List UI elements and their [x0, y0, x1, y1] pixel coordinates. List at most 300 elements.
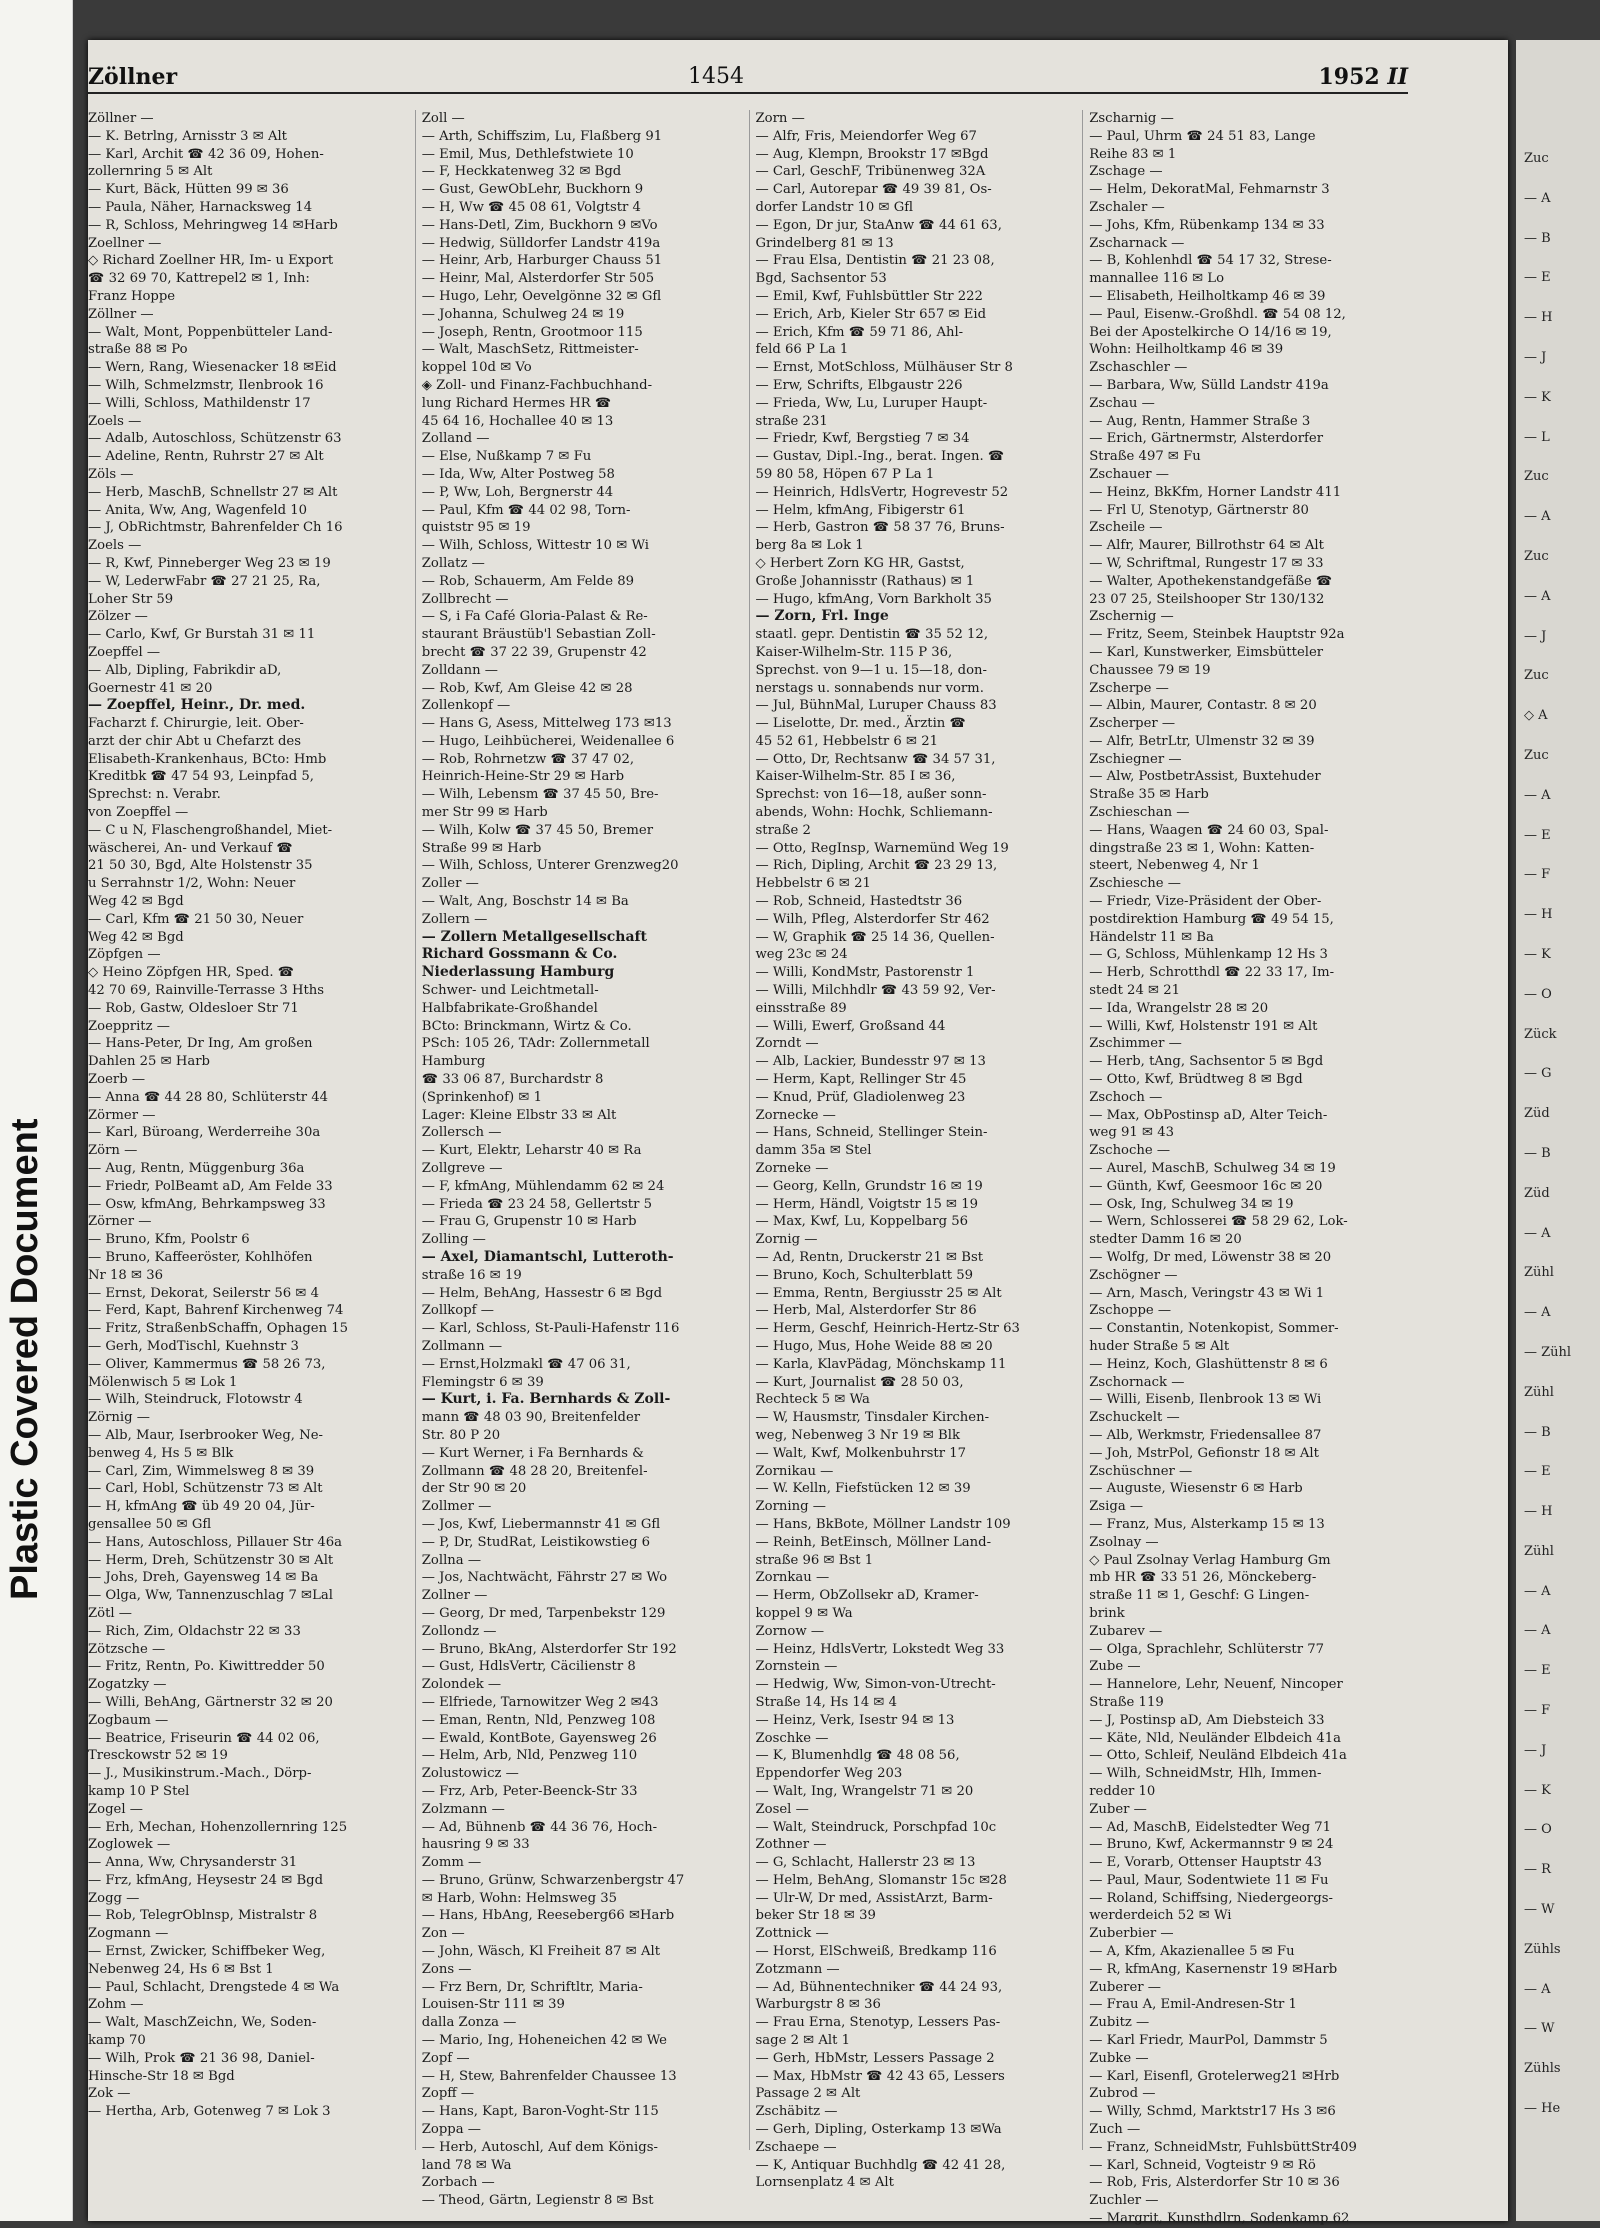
entry-line: — Käte, Nld, Neuländer Elbdeich 41a — [1089, 1730, 1342, 1746]
entry-line: Zolzmann — — [421, 1801, 505, 1817]
entry-line: straße 231 — [755, 413, 828, 429]
entry-line: — Beatrice, Friseurin ☎ 44 02 06, — [88, 1730, 320, 1746]
adjacent-page-fragment: — A — [1524, 1305, 1551, 1321]
entry-line: Zölzer — — [88, 609, 148, 625]
entry-line: — Wilh, Schloss, Unterer Grenzweg20 — [421, 858, 679, 874]
entry-line: — Herm, ObZollsekr aD, Kramer- — [755, 1588, 979, 1604]
entry-line: — Karl, Eisenfl, Grotelerweg21 ✉Hrb — [1089, 2068, 1340, 2084]
entry-line: brecht ☎ 37 22 39, Grupenstr 42 — [421, 644, 647, 660]
entry-line: ☎ 33 06 87, Burchardstr 8 — [421, 1072, 604, 1088]
entry-line: — Osw, kfmAng, Behrkampsweg 33 — [88, 1196, 326, 1212]
entry-line: — Joh, MstrPol, Gefionstr 18 ✉ Alt — [1089, 1445, 1319, 1461]
entry-line: nerstags u. sonnabends nur vorm. — [755, 680, 984, 696]
adjacent-page-fragment: — H — [1524, 310, 1553, 326]
entry-line: — Alb, Lackier, Bundesstr 97 ✉ 13 — [755, 1054, 986, 1070]
entry-line: Zschauer — — [1089, 466, 1169, 482]
entry-line: — Willi, Eisenb, Ilenbrook 13 ✉ Wi — [1089, 1392, 1322, 1408]
entry-line: Zothner — — [755, 1837, 827, 1853]
entry-line: — Kurt, Bäck, Hütten 99 ✉ 36 — [88, 182, 289, 198]
entry-line: Zscharnig — — [1089, 111, 1174, 126]
entry-line: — Egon, Dr jur, StaAnw ☎ 44 61 63, — [755, 217, 1002, 233]
entry-line: — Walt, Ing, Wrangelstr 71 ✉ 20 — [755, 1783, 974, 1799]
entry-line: — Ad, Rentn, Druckerstr 21 ✉ Bst — [755, 1250, 984, 1265]
entry-line: Zollatz — — [421, 555, 485, 571]
entry-line: hausring 9 ✉ 33 — [421, 1837, 530, 1853]
entry-line: — Frau A, Emil-Andresen-Str 1 — [1089, 1997, 1297, 2013]
entry-line: (Sprinkenhof) ✉ 1 — [421, 1089, 542, 1105]
entry-line: — Rob, Schneid, Hastedtstr 36 — [755, 894, 963, 910]
entry-line: — Carlo, Kwf, Gr Burstah 31 ✉ 11 — [88, 627, 316, 643]
entry-line: — Arn, Masch, Veringstr 43 ✉ Wi 1 — [1089, 1285, 1325, 1301]
adjacent-page-fragment: — A — [1524, 1225, 1551, 1241]
entry-line: damm 35a ✉ Stel — [755, 1143, 872, 1159]
entry-line: — K. Betrlng, Arnisstr 3 ✉ Alt — [88, 128, 287, 144]
entry-column-3 — [749, 110, 1075, 2191]
entry-line: — Hans, BkBote, Möllner Landstr 109 — [755, 1516, 1011, 1532]
entry-line: — Hans, Autoschloss, Pillauer Str 46a — [88, 1534, 343, 1550]
entry-line: Zosel — — [755, 1801, 809, 1817]
entry-line: — Max, HbMstr ☎ 42 43 65, Lessers — [755, 2068, 1005, 2084]
entry-line: — Karl, Archit ☎ 42 36 09, Hohen- — [88, 146, 324, 162]
entry-line: Grindelberg 81 ✉ 13 — [755, 235, 894, 251]
entry-line: — Carl, Autorepar ☎ 49 39 81, Os- — [755, 182, 992, 198]
entry-line: von Zoepffel — — [88, 805, 189, 821]
entry-line: — Hans, Schneid, Stellinger Stein- — [755, 1125, 988, 1141]
entry-line: — Franz, SchneidMstr, FuhlsbüttStr409 — [1089, 2139, 1357, 2155]
entry-line: — Rich, Dipling, Archit ☎ 23 29 13, — [755, 858, 998, 874]
entry-line: Loher Str 59 — [88, 591, 174, 607]
entry-line: Zuberbier — — [1089, 1926, 1174, 1942]
entry-line: Zoeppritz — — [88, 1018, 170, 1034]
entry-line: — Rob, Kwf, Am Gleise 42 ✉ 28 — [421, 680, 633, 696]
entry-line: — Willi, Milchhdlr ☎ 43 59 92, Ver- — [755, 983, 996, 999]
entry-line: — Ernst, Zwicker, Schiffbeker Weg, — [88, 1944, 326, 1960]
adjacent-page-fragment: — J — [1524, 1742, 1547, 1758]
entry-line: der Str 90 ✉ 20 — [421, 1481, 527, 1497]
entry-line: Zollmann — — [421, 1338, 503, 1354]
entry-line: 42 70 69, Rainville-Terrasse 3 Hths — [88, 983, 325, 999]
entry-line: Zoels — — [88, 413, 142, 429]
entry-line: — Johs, Kfm, Rübenkamp 134 ✉ 33 — [1089, 217, 1325, 233]
entry-line: Zolland — — [421, 431, 490, 447]
entry-line: — W, Graphik ☎ 25 14 36, Quellen- — [755, 929, 995, 945]
entry-line: — Hertha, Arb, Gotenweg 7 ✉ Lok 3 — [88, 2104, 331, 2120]
adjacent-page-fragment: — F — [1524, 1703, 1551, 1719]
entry-line: — Willi, Ewerf, Großsand 44 — [755, 1018, 946, 1034]
entry-line: — Herm, Händl, Voigtstr 15 ✉ 19 — [755, 1196, 979, 1212]
entry-line: — Bruno, Kaffeeröster, Kohlhöfen — [88, 1250, 313, 1265]
entry-line: Elisabeth-Krankenhaus, BCto: Hmb — [88, 751, 327, 767]
entry-line: — Bruno, Grünw, Schwarzenbergstr 47 — [421, 1872, 685, 1888]
entry-line: kamp 10 P Stel — [88, 1783, 190, 1799]
entry-line: — J., Musikinstrum.-Mach., Dörp- — [88, 1766, 312, 1782]
entry-line: Händelstr 11 ✉ Ba — [1089, 929, 1214, 945]
adjacent-page-fragment: — J — [1524, 628, 1547, 644]
entry-line: Zolldann — — [421, 662, 498, 678]
entry-line: Zornow — — [755, 1623, 825, 1639]
entry-line: — Rob, Fris, Alsterdorfer Str 10 ✉ 36 — [1089, 2175, 1340, 2191]
entry-line: — Rob, TelegrOblnsp, Mistralstr 8 — [88, 1908, 318, 1924]
entry-line: — Wilh, Schmelzmstr, Ilenbrook 16 — [88, 377, 324, 393]
entry-line: — J, Postinsp aD, Am Diebsteich 33 — [1089, 1712, 1325, 1728]
entry-line: — Elisabeth, Heilholtkamp 46 ✉ 39 — [1089, 288, 1326, 304]
entry-line: weg 91 ✉ 43 — [1089, 1125, 1174, 1141]
entry-line: Zoepffel — — [88, 644, 161, 660]
adjacent-page-fragment: — W — [1524, 2021, 1555, 2037]
entry-line: — Wern, Schlosserei ☎ 58 29 62, Lok- — [1089, 1214, 1348, 1230]
entry-line: Zollern — — [421, 911, 488, 927]
entry-line: — Wilh, Pfleg, Alsterdorfer Str 462 — [755, 911, 990, 927]
entry-line: — Alfr, Maurer, Billrothstr 64 ✉ Alt — [1089, 538, 1324, 554]
entry-line: Zogatzky — — [88, 1677, 167, 1693]
entry-line: quiststr 95 ✉ 19 — [421, 520, 531, 536]
entry-line: Eppendorfer Weg 203 — [755, 1766, 903, 1782]
entry-line: ☎ 32 69 70, Kattrepel2 ✉ 1, Inh: — [88, 271, 310, 287]
entry-line: Zöllner — — [88, 111, 154, 126]
entry-line: — Eman, Rentn, Nld, Penzweg 108 — [421, 1712, 656, 1728]
entry-line: — Osk, Ing, Schulweg 34 ✉ 19 — [1089, 1196, 1294, 1212]
entry-line: weg, Nebenweg 3 Nr 19 ✉ Blk — [755, 1427, 960, 1443]
entry-line: Zschaschler — — [1089, 360, 1188, 376]
adjacent-page-fragment: Zühls — [1524, 2061, 1561, 2077]
entry-line: Zschornack — — [1089, 1374, 1185, 1390]
entry-line: huder Straße 5 ✉ Alt — [1089, 1338, 1230, 1354]
entry-line: — G, Schlacht, Hallerstr 23 ✉ 13 — [755, 1855, 976, 1871]
entry-line: — Alb, Maur, Iserbrooker Weg, Ne- — [88, 1427, 323, 1443]
entry-line: — K, Antiquar Buchhdlg ☎ 42 41 28, — [755, 2157, 1006, 2173]
entry-line: — Constantin, Notenkopist, Sommer- — [1089, 1321, 1339, 1337]
entry-line: — Wilh, Lebensm ☎ 37 45 50, Bre- — [421, 787, 659, 803]
entry-line: koppel 9 ✉ Wa — [755, 1605, 853, 1621]
entry-line: Zöls — — [88, 466, 134, 482]
entry-line: — Herb, tAng, Sachsentor 5 ✉ Bgd — [1089, 1054, 1324, 1070]
entry-line: — F, kfmAng, Mühlendamm 62 ✉ 24 — [421, 1178, 665, 1194]
entry-line: — Fritz, StraßenbSchaffn, Ophagen 15 — [88, 1321, 349, 1337]
adjacent-page-fragment: Zuc — [1524, 548, 1549, 564]
entry-line: straße 16 ✉ 19 — [421, 1267, 522, 1283]
entry-line: — Anita, Ww, Ang, Wagenfeld 10 — [88, 502, 307, 518]
entry-line: — Heinrich, HdlsVertr, Hogrevestr 52 — [755, 484, 1009, 500]
entry-line: — E, Vorarb, Ottenser Hauptstr 43 — [1089, 1855, 1322, 1871]
entry-line: feld 66 P La 1 — [755, 342, 849, 358]
entry-line: berg 8a ✉ Lok 1 — [755, 538, 864, 554]
entry-column-1 — [88, 110, 407, 2150]
entry-line: mb HR ☎ 33 51 26, Mönckeberg- — [1089, 1570, 1317, 1586]
entry-line: staatl. gepr. Dentistin ☎ 35 52 12, — [755, 627, 989, 643]
entry-line: 21 50 30, Bgd, Alte Holstenstr 35 — [88, 858, 313, 874]
entry-line: — Rob, Gastw, Oldesloer Str 71 — [88, 1000, 299, 1016]
entry-line: — Aug, Klempn, Brookstr 17 ✉Bgd — [755, 146, 989, 162]
entry-line: — Alfr, Fris, Meiendorfer Weg 67 — [755, 128, 977, 144]
entry-line: — Georg, Dr med, Tarpenbekstr 129 — [421, 1605, 666, 1621]
entry-line: Louisen-Str 111 ✉ 39 — [421, 1997, 565, 2013]
entry-line: — H, Ww ☎ 45 08 61, Volgtstr 4 — [421, 199, 641, 215]
entry-line: Zolustowicz — — [421, 1766, 519, 1782]
entry-line: — R, Kwf, Pinneberger Weg 23 ✉ 19 — [88, 555, 331, 571]
entry-line: — Erw, Schrifts, Elbgaustr 226 — [755, 377, 963, 393]
entry-line: — Bruno, Kwf, Ackermannstr 9 ✉ 24 — [1089, 1837, 1334, 1853]
entry-line: — Gerh, ModTischl, Kuehnstr 3 — [88, 1338, 299, 1354]
entry-line: Zschaler — — [1089, 199, 1165, 215]
entry-line: — Jos, Kwf, Liebermannstr 41 ✉ Gfl — [421, 1516, 661, 1532]
entry-column-4 — [1082, 110, 1408, 2227]
entry-line: Zollna — — [421, 1552, 482, 1568]
entry-line: Zoller — — [421, 876, 479, 892]
entry-line: — Karl, Schloss, St-Pauli-Hafenstr 116 — [421, 1321, 680, 1337]
entry-line: weg 23c ✉ 24 — [755, 947, 848, 963]
entry-line: — Frz, kfmAng, Heysestr 24 ✉ Bgd — [88, 1872, 324, 1888]
entry-line: Lornsenplatz 4 ✉ Alt — [755, 2175, 894, 2191]
entry-line: Zon — — [421, 1926, 465, 1942]
entry-line: 45 52 61, Hebbelstr 6 ✉ 21 — [755, 733, 938, 749]
entry-line: — Wilh, SchneidMstr, Hlh, Immen- — [1089, 1766, 1322, 1782]
entry-line: kamp 70 — [88, 2033, 146, 2049]
adjacent-page-fragment: — E — [1524, 1663, 1551, 1679]
entry-line: — Erich, Arb, Kieler Str 657 ✉ Eid — [755, 306, 987, 322]
entry-line: — Herb, Autoschl, Auf dem Königs- — [421, 2139, 658, 2155]
entry-line: — Herm, Kapt, Rellinger Str 45 — [755, 1072, 967, 1088]
entry-line: — Carl, Hobl, Schützenstr 73 ✉ Alt — [88, 1481, 323, 1497]
entry-line: Reihe 83 ✉ 1 — [1089, 146, 1177, 162]
entry-line: — W, Hausmstr, Tinsdaler Kirchen- — [755, 1410, 990, 1426]
entry-line: Zöllner — — [88, 306, 154, 322]
adjacent-page-fragment: — A — [1524, 787, 1551, 803]
entry-line: zollernring 5 ✉ Alt — [88, 164, 213, 180]
adjacent-page-fragment: Zück — [1524, 1026, 1557, 1042]
entry-line: Zscharnack — — [1089, 235, 1185, 251]
entry-line: — Helm, DekoratMal, Fehmarnstr 3 — [1089, 182, 1330, 198]
adjacent-page-fragment: — He — [1524, 2101, 1561, 2117]
entry-line: — Gustav, Dipl.-Ing., berat. Ingen. ☎ — [755, 449, 1005, 465]
entry-line: land 78 ✉ Wa — [421, 2157, 512, 2173]
entry-line: Zornstein — — [755, 1659, 838, 1675]
entry-line: — Bruno, Koch, Schulterblatt 59 — [755, 1267, 974, 1283]
entry-line: wäscherei, An- und Verkauf ☎ — [88, 840, 293, 856]
entry-line: — Kurt Werner, i Fa Bernhards & — [421, 1445, 644, 1461]
entry-line: dorfer Landstr 10 ✉ Gfl — [755, 199, 914, 215]
entry-line: — Alb, Werkmstr, Friedensallee 87 — [1089, 1427, 1322, 1443]
entry-line: Zscherper — — [1089, 716, 1176, 732]
entry-line: — Helm, BehAng, Hassestr 6 ✉ Bgd — [421, 1285, 663, 1301]
entry-line: — Johanna, Schulweg 24 ✉ 19 — [421, 306, 625, 322]
adjacent-page-fragment: — R — [1524, 1862, 1551, 1878]
entry-line: Große Johannisstr (Rathaus) ✉ 1 — [755, 573, 975, 589]
entry-line: — Walter, Apothekenstandgefäße ☎ — [1089, 573, 1333, 589]
entry-line: — Friedr, Vize-Präsident der Ober- — [1089, 894, 1322, 910]
entry-line: — H, kfmAng ☎ üb 49 20 04, Jür- — [88, 1499, 315, 1515]
entry-line: — Erich, Kfm ☎ 59 71 86, Ahl- — [755, 324, 964, 340]
entry-line: — Wolfg, Dr med, Löwenstr 38 ✉ 20 — [1089, 1250, 1332, 1265]
entry-line: beker Str 18 ✉ 39 — [755, 1908, 876, 1924]
entry-line: abends, Wohn: Hochk, Schliemann- — [755, 805, 993, 821]
entry-line: 59 80 58, Höpen 67 P La 1 — [755, 466, 935, 482]
entry-line: — Emma, Rentn, Bergiusstr 25 ✉ Alt — [755, 1285, 1002, 1301]
entry-line: — Emil, Kwf, Fuhlsbüttler Str 222 — [755, 288, 983, 304]
entry-line: — P, Dr, StudRat, Leistikowstieg 6 — [421, 1534, 650, 1550]
entry-line: — Karl, Büroang, Werderreihe 30a — [88, 1125, 321, 1141]
entry-line: Bgd, Sachsentor 53 — [755, 271, 887, 287]
entry-line: Sprechst: n. Verabr. — [88, 787, 221, 803]
entry-line: — Adeline, Rentn, Ruhrstr 27 ✉ Alt — [88, 449, 324, 465]
entry-line: — Alb, Dipling, Fabrikdir aD, — [88, 662, 282, 678]
adjacent-page-fragment: — K — [1524, 389, 1551, 405]
entry-line: — W, Schriftmal, Rungestr 17 ✉ 33 — [1089, 555, 1324, 571]
entry-line: — Helm, Arb, Nld, Penzweg 110 — [421, 1748, 638, 1764]
entry-line: — Frieda, Ww, Lu, Luruper Haupt- — [755, 395, 988, 411]
entry-line: Zschoche — — [1089, 1143, 1171, 1159]
entry-line: Zopf — — [421, 2050, 470, 2066]
entry-line: Richard Gossmann & Co. — [421, 946, 618, 963]
adjacent-page-fragment: Züd — [1524, 1185, 1550, 1201]
entry-line: — Bruno, BkAng, Alsterdorfer Str 192 — [421, 1641, 677, 1657]
adjacent-page-fragment: Zühl — [1524, 1543, 1554, 1559]
entry-line: Zohm — — [88, 1997, 144, 2013]
entry-line: — Otto, Kwf, Brüdtweg 8 ✉ Bgd — [1089, 1072, 1303, 1088]
entry-line: — Hannelore, Lehr, Neuenf, Nincoper — [1089, 1677, 1343, 1693]
entry-line: — Fritz, Rentn, Po. Kiwittredder 50 — [88, 1659, 325, 1675]
entry-line: — Frl U, Stenotyp, Gärtnerstr 80 — [1089, 502, 1309, 518]
entry-line: Weg 42 ✉ Bgd — [88, 929, 184, 945]
entry-line: Zollersch — — [421, 1125, 502, 1141]
entry-line: — Joseph, Rentn, Grootmoor 115 — [421, 324, 643, 340]
header-year — [1319, 64, 1409, 90]
entry-line: — R, kfmAng, Kasernenstr 19 ✉Harb — [1089, 1961, 1338, 1977]
entry-line: Wohn: Heilholtkamp 46 ✉ 39 — [1089, 342, 1284, 358]
adjacent-page-fragment: — B — [1524, 1424, 1551, 1440]
entry-line: — Hans, Waagen ☎ 24 60 03, Spal- — [1089, 822, 1329, 838]
entry-line: — Auguste, Wiesenstr 6 ✉ Harb — [1089, 1481, 1303, 1497]
entry-line: — W, LederwFabr ☎ 27 21 25, Ra, — [88, 573, 321, 589]
adjacent-page-fragment: — A — [1524, 1623, 1551, 1639]
entry-line: Zogmann — — [88, 1926, 169, 1942]
entry-line: Sprechst: von 16—18, außer sonn- — [755, 787, 987, 803]
entry-line: — Karla, KlavPädag, Mönchskamp 11 — [755, 1356, 1007, 1372]
entry-line: Dahlen 25 ✉ Harb — [88, 1054, 210, 1070]
entry-line: Heinrich-Heine-Str 29 ✉ Harb — [421, 769, 625, 785]
entry-line: — Alw, PostbetrAssist, Buxtehuder — [1089, 769, 1321, 785]
entry-line: — G, Schloss, Mühlenkamp 12 Hs 3 — [1089, 947, 1328, 963]
entry-line: — Paul, Maur, Sodentwiete 11 ✉ Fu — [1089, 1872, 1329, 1888]
entry-line: Zschimmer — — [1089, 1036, 1182, 1052]
entry-line: — Herm, Dreh, Schützenstr 30 ✉ Alt — [88, 1552, 334, 1568]
entry-line: Warburgstr 8 ✉ 36 — [755, 1997, 881, 2013]
adjacent-page-fragment: — K — [1524, 1782, 1551, 1798]
entry-line: — Paula, Näher, Harnacksweg 14 — [88, 199, 313, 215]
entry-line: — H, Stew, Bahrenfelder Chaussee 13 — [421, 2068, 677, 2084]
entry-line: — Reinh, BetEinsch, Möllner Land- — [755, 1534, 992, 1550]
entry-line: — Paul, Uhrm ☎ 24 51 83, Lange — [1089, 128, 1316, 144]
entry-line: — W. Kelln, Fiefstücken 12 ✉ 39 — [755, 1481, 971, 1497]
entry-line: — Frau G, Grupenstr 10 ✉ Harb — [421, 1214, 637, 1230]
entry-line: Zorning — — [755, 1499, 826, 1515]
entry-line: Zschau — — [1089, 395, 1155, 411]
entry-line: — Olga, Sprachlehr, Schlüterstr 77 — [1089, 1641, 1324, 1657]
entry-line: — Hans, Kapt, Baron-Voght-Str 115 — [421, 2104, 659, 2120]
entry-line: — Erich, Gärtnermstr, Alsterdorfer — [1089, 431, 1324, 447]
adjacent-page-fragment: — E — [1524, 270, 1551, 286]
entry-line: Zubarev — — [1089, 1623, 1163, 1639]
entry-line: — R, Schloss, Mehringweg 14 ✉Harb — [88, 217, 338, 233]
entry-columns — [88, 110, 1408, 2227]
entry-line: — Franz, Mus, Alsterkamp 15 ✉ 13 — [1089, 1516, 1325, 1532]
entry-line: Zuchler — — [1089, 2193, 1159, 2209]
entry-line: — Wilh, Steindruck, Flotowstr 4 — [88, 1392, 303, 1408]
entry-line: — Ad, MaschB, Eidelstedter Weg 71 — [1089, 1819, 1331, 1835]
entry-line: — Ida, Wrangelstr 28 ✉ 20 — [1089, 1000, 1269, 1016]
entry-line: — P, Ww, Loh, Bergnerstr 44 — [421, 484, 614, 500]
entry-line: stedt 24 ✉ 21 — [1089, 983, 1181, 999]
entry-line: Zomm — — [421, 1855, 482, 1871]
entry-line: — Otto, Schleif, Neuländ Elbdeich 41a — [1089, 1748, 1347, 1764]
entry-line: — Liselotte, Dr. med., Ärztin ☎ — [755, 716, 966, 732]
entry-line: ◇ Richard Zoellner HR, Im- u Export — [88, 253, 334, 269]
entry-line: Kaiser-Wilhelm-Str. 85 I ✉ 36, — [755, 769, 956, 785]
entry-line: Straße 497 ✉ Fu — [1089, 449, 1201, 465]
entry-line: Zubitz — — [1089, 2015, 1150, 2031]
entry-line: Niederlassung Hamburg — [421, 964, 615, 981]
entry-line: Kreditbk ☎ 47 54 93, Leinpfad 5, — [88, 769, 314, 785]
entry-line: ◇ Herbert Zorn KG HR, Gastst, — [755, 555, 965, 571]
entry-line: — Oliver, Kammermus ☎ 58 26 73, — [88, 1356, 326, 1372]
entry-line: — Frz Bern, Dr, Schriftltr, Maria- — [421, 1979, 643, 1995]
entry-line: straße 11 ✉ 1, Geschf: G Lingen- — [1089, 1588, 1310, 1604]
entry-line: Straße 14, Hs 14 ✉ 4 — [755, 1694, 898, 1710]
entry-line: PSch: 105 26, TAdr: Zollernmetall — [421, 1036, 650, 1052]
entry-line: Lager: Kleine Elbstr 33 ✉ Alt — [421, 1107, 617, 1123]
entry-line: brink — [1089, 1605, 1125, 1621]
entry-line: steert, Nebenweg 4, Nr 1 — [1089, 858, 1260, 874]
entry-line: — Heinz, HdlsVertr, Lokstedt Weg 33 — [755, 1641, 1005, 1657]
entry-line: — Paul, Schlacht, Drengstede 4 ✉ Wa — [88, 1979, 340, 1995]
entry-line: Zollmer — — [421, 1499, 492, 1515]
entry-line: — Anna ☎ 44 28 80, Schlüterstr 44 — [88, 1089, 329, 1105]
entry-line: — Ulr-W, Dr med, AssistArzt, Barm- — [755, 1890, 993, 1906]
entry-line: Bei der Apostelkirche O 14/16 ✉ 19, — [1089, 324, 1332, 340]
entry-line: Zorbach — — [421, 2175, 495, 2191]
entry-line: Nebenweg 24, Hs 6 ✉ Bst 1 — [88, 1961, 274, 1977]
entry-line: — Walt, MaschSetz, Rittmeister- — [421, 342, 639, 358]
entry-line: — Helm, BehAng, Slomanstr 15c ✉28 — [755, 1872, 1007, 1888]
adjacent-page-fragment: — A — [1524, 1981, 1551, 1997]
entry-line: Zschiegner — — [1089, 751, 1182, 767]
entry-line: Zornig — — [755, 1232, 818, 1248]
entry-line: Zoellner — — [88, 235, 162, 251]
adjacent-page-fragment: Zühls — [1524, 1941, 1561, 1957]
entry-line: — Albin, Maurer, Contastr. 8 ✉ 20 — [1089, 698, 1317, 714]
entry-line: — Mario, Ing, Hoheneichen 42 ✉ We — [421, 2033, 667, 2049]
adjacent-page-fragment: — E — [1524, 1464, 1551, 1480]
entry-line: — Hans, HbAng, Reeseberg66 ✉Harb — [421, 1908, 675, 1924]
entry-line: — Karl, Schneid, Vogteistr 9 ✉ Rö — [1089, 2157, 1316, 2173]
entry-line: — Kurt, Elektr, Leharstr 40 ✉ Ra — [421, 1143, 642, 1159]
entry-line: — Willy, Schmd, Marktstr17 Hs 3 ✉6 — [1089, 2104, 1336, 2120]
entry-line: — Frieda ☎ 23 24 58, Gellertstr 5 — [421, 1196, 652, 1212]
entry-line: Zollner — — [421, 1588, 488, 1604]
entry-line: — Kurt, Journalist ☎ 28 50 03, — [755, 1374, 964, 1390]
entry-line: Zschernig — — [1089, 609, 1174, 625]
entry-line: — A, Kfm, Akazienallee 5 ✉ Fu — [1089, 1944, 1295, 1960]
entry-line: Zuberer — — [1089, 1979, 1161, 1995]
entry-line: Straße 119 — [1089, 1694, 1164, 1710]
adjacent-page-fragment: Zuc — [1524, 469, 1549, 485]
entry-line: — Ernst,Holzmakl ☎ 47 06 31, — [421, 1356, 631, 1372]
entry-line: arzt der chir Abt u Chefarzt des — [88, 733, 301, 749]
entry-line: — Rich, Zim, Oldachstr 22 ✉ 33 — [88, 1623, 301, 1639]
entry-line: — Walt, MaschZeichn, We, Soden- — [88, 2015, 317, 2031]
entry-line: — Georg, Kelln, Grundstr 16 ✉ 19 — [755, 1178, 983, 1194]
entry-line: — Heinz, Koch, Glashüttenstr 8 ✉ 6 — [1089, 1356, 1328, 1372]
entry-line: Zschögner — — [1089, 1267, 1178, 1283]
